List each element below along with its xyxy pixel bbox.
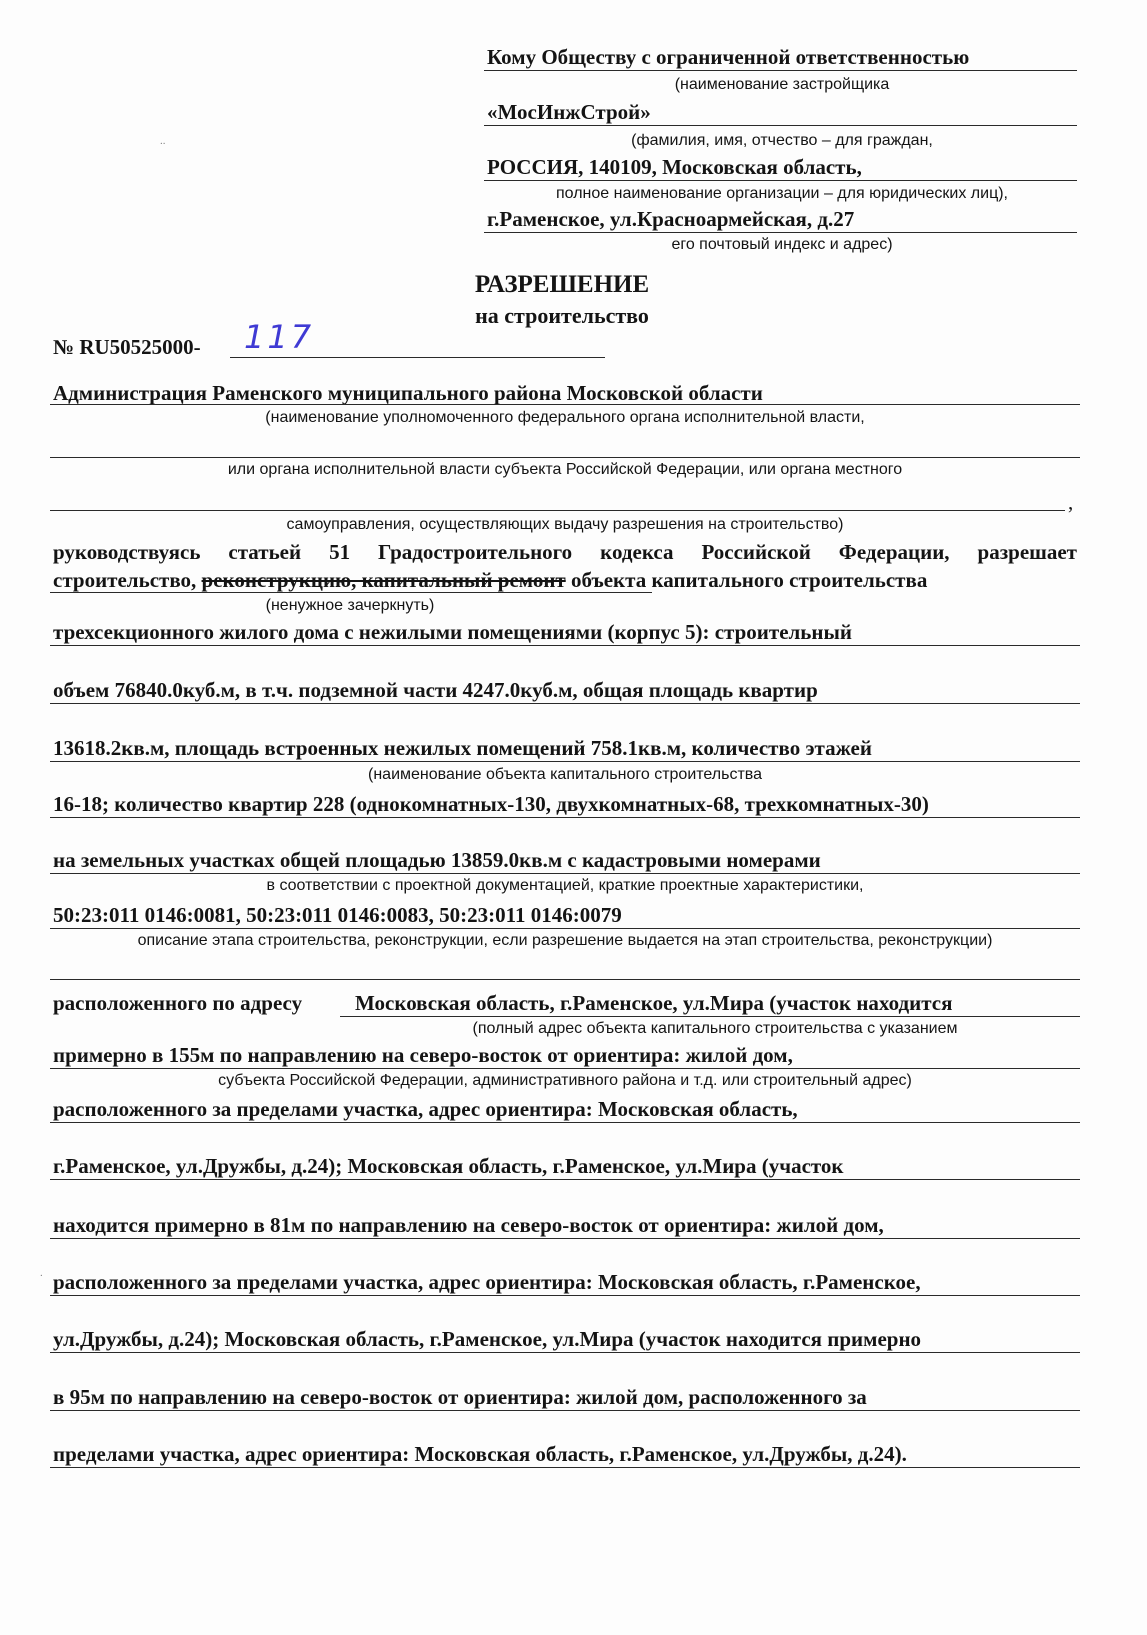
permission-line-2-rest: объекта капитального строительства (565, 568, 928, 592)
struck-work-types: реконструкцию, капитальный ремонт (201, 568, 566, 592)
permit-number (53, 335, 201, 359)
issuer-line-1: Администрация Раменского муниципального района Московской области (53, 381, 763, 405)
permit-number-rule (230, 357, 605, 358)
object-rule-6 (50, 928, 1080, 929)
location-caption-2: субъекта Российской Федерации, административного района и т.д. или строительный адрес) (218, 1072, 912, 1089)
location-line-2: примерно в 155м по направлению на северо-восток от ориентира: жилой дом, (53, 1043, 793, 1067)
scan-speck: ∙ (40, 1270, 43, 1282)
addressee-caption-4: его почтовый индекс и адрес) (671, 236, 893, 253)
object-rule-1 (50, 645, 1080, 646)
permit-number-prefix: № RU50525000- (53, 335, 201, 359)
location-line-3: расположенного за пределами участка, адрес ориентира: Московская область, (53, 1097, 798, 1121)
location-line-4: г.Раменское, ул.Дружбы, д.24); Московская область, г.Раменское, ул.Мира (участок (53, 1154, 844, 1178)
object-line-2: объем 76840.0куб.м, в т.ч. подземной части 4247.0куб.м, общая площадь квартир (53, 678, 818, 702)
permission-line-1: руководствуясь статьей 51 Градостроительного кодекса Российской Федерации, разрешает (53, 540, 1077, 564)
addressee-line-4: г.Раменское, ул.Красноармейская, д.27 (487, 207, 855, 231)
object-caption-1: (наименование объекта капитального строительства (368, 766, 762, 783)
addressee-caption-3: полное наименование организации – для юридических лиц), (556, 185, 1008, 202)
location-rule-3 (50, 1122, 1080, 1123)
addressee-rule-3 (484, 180, 1077, 181)
addressee-rule-2 (484, 125, 1077, 126)
location-line-5: находится примерно в 81м по направлению на северо-восток от ориентира: жилой дом, (53, 1213, 884, 1237)
location-rule-8 (50, 1410, 1080, 1411)
issuer-caption-3: самоуправления, осуществляющих выдачу разрешения на строительство) (286, 516, 844, 533)
issuer-rule-1 (50, 404, 1080, 405)
object-caption-2: в соответствии с проектной документацией, краткие проектные характеристики, (266, 877, 864, 894)
location-rule-6 (50, 1295, 1080, 1296)
addressee-line-3: РОССИЯ, 140109, Московская область, (487, 155, 862, 179)
issuer-caption-2: или органа исполнительной власти субъекта Российской Федерации, или органа местного (227, 461, 903, 478)
object-rule-4 (50, 817, 1080, 818)
object-rule-7 (50, 979, 1080, 980)
permit-number-handwritten: 117 (244, 318, 315, 356)
addressee-caption-1: (наименование застройщика (674, 76, 890, 93)
object-line-5: на земельных участках общей площадью 13859.0кв.м с кадастровыми номерами (53, 848, 821, 872)
object-rule-2 (50, 703, 1080, 704)
location-rule-5 (50, 1238, 1080, 1239)
permission-rule (50, 592, 652, 593)
addressee-line-1: Кому Обществу с ограниченной ответственностью (487, 45, 970, 69)
permission-line-2 (53, 568, 1077, 592)
location-line-9: пределами участка, адрес ориентира: Московская область, г.Раменское, ул.Дружбы, д.24). (53, 1442, 907, 1466)
addressee-rule-1 (484, 70, 1077, 71)
document-title: РАЗРЕШЕНИЕ (474, 271, 650, 298)
location-rule-9 (50, 1467, 1080, 1468)
location-rule-7 (50, 1352, 1080, 1353)
cadastral-numbers: 50:23:011 0146:0081, 50:23:011 0146:0083, 50:23:011 0146:0079 (53, 903, 622, 927)
strike-caption: (ненужное зачеркнуть) (265, 597, 435, 614)
scan-speck: ∙∙ (160, 138, 166, 150)
addressee-caption-2: (фамилия, имя, отчество – для граждан, (631, 132, 933, 149)
object-line-1: трехсекционного жилого дома с нежилыми помещениями (корпус 5): строительный (53, 620, 852, 644)
object-caption-3: описание этапа строительства, реконструкции, если разрешение выдается на этап строительства, реконструкции) (137, 932, 993, 949)
location-rule-1 (340, 1016, 1080, 1017)
object-rule-3 (50, 761, 1080, 762)
location-line-6: расположенного за пределами участка, адрес ориентира: Московская область, г.Раменское, (53, 1270, 921, 1294)
object-line-3: 13618.2кв.м, площадь встроенных нежилых помещений 758.1кв.м, количество этажей (53, 736, 872, 760)
location-rule-2 (50, 1068, 1080, 1069)
location-caption-1: (полный адрес объекта капитального строительства с указанием (472, 1020, 958, 1037)
issuer-comma: , (1068, 490, 1074, 514)
location-line-8: в 95м по направлению на северо-восток от ориентира: жилой дом, расположенного за (53, 1385, 867, 1409)
location-line-1: Московская область, г.Раменское, ул.Мира (участок находится (355, 991, 953, 1015)
document-subtitle: на строительство (475, 303, 649, 328)
issuer-rule-2 (50, 457, 1080, 458)
allowed-work-type: строительство, (53, 568, 197, 592)
object-line-4: 16-18; количество квартир 228 (однокомнатных-130, двухкомнатных-68, трехкомнатных-30) (53, 792, 929, 816)
location-line-7: ул.Дружбы, д.24); Московская область, г.Раменское, ул.Мира (участок находится примерно (53, 1327, 922, 1351)
location-label: расположенного по адресу (53, 991, 303, 1015)
issuer-caption-1: (наименование уполномоченного федерального органа исполнительной власти, (265, 409, 865, 426)
object-rule-5 (50, 873, 1080, 874)
addressee-line-2: «МосИнжСтрой» (487, 100, 651, 124)
location-rule-4 (50, 1179, 1080, 1180)
addressee-rule-4 (484, 232, 1077, 233)
issuer-rule-3 (50, 510, 1065, 511)
